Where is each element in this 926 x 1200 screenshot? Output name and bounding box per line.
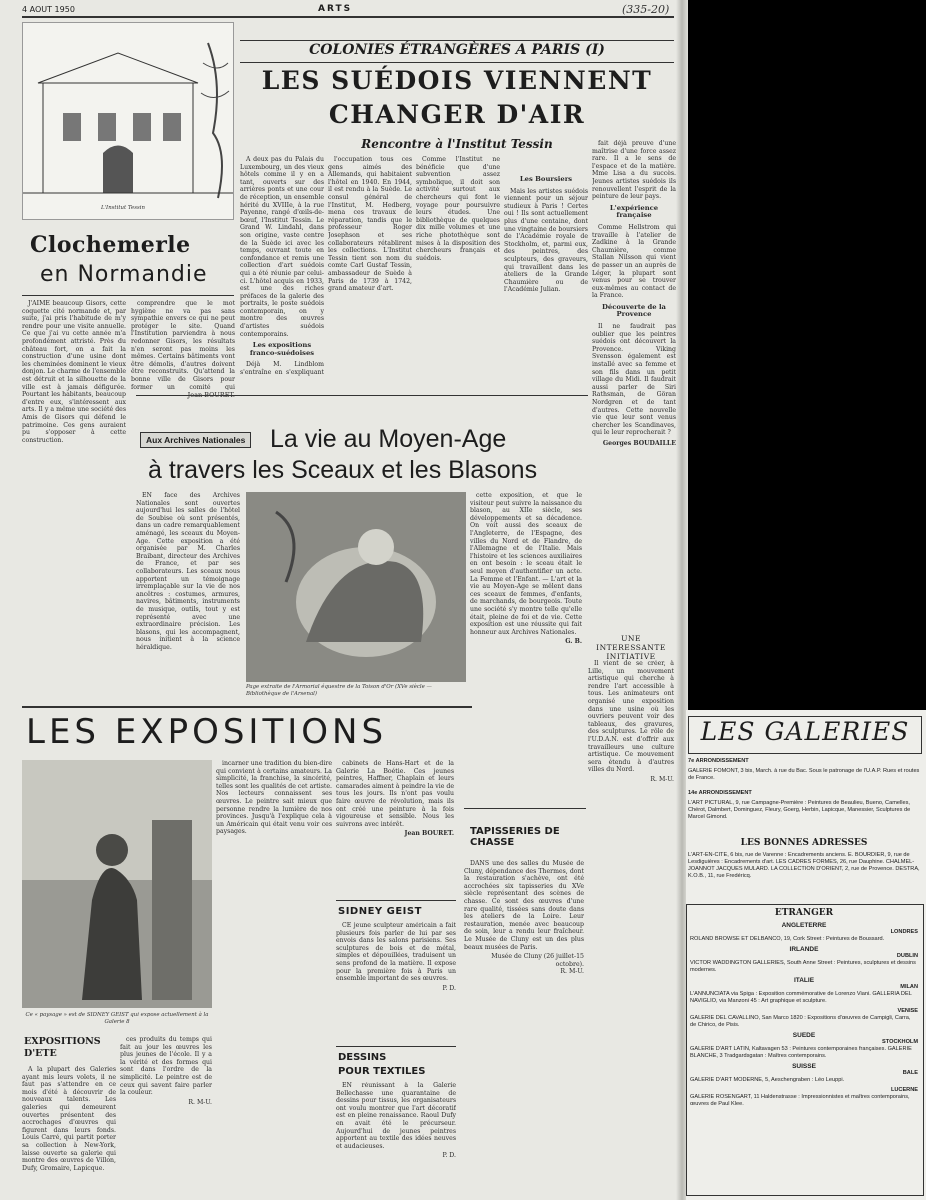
tapisseries-title: TAPISSERIES DE CHASSE bbox=[470, 826, 560, 848]
experience-heading: L'expérience française bbox=[609, 203, 659, 220]
colonies-column-2: l'occupation tous ces gens aimés des Allemands, qui habitaient l'hôtel en 1940. En 1944, il est rendu à la Suède. Le consul général de l'Institut, M. Hedberg, mena ces travaux de réparation, tandis que le professeur Roger Josephson et ses collaborateurs rétablirent les collections. L'Institut Tessin tient son nom du comte Carl Gustaf Tessin, ambassadeur de Suède à Paris de 1739 à 1742, grand amateur d'art. bbox=[328, 156, 412, 293]
photo-caption: L'Institut Tessin bbox=[101, 205, 145, 211]
initiative-text: Il vient de se créer, à Lille, un mouvement artistique qui cherche à rendre l'art accessible à tous. Les animateurs ont organisé une exposition dans une usine où les ouvriers peuvent voir des tableaux, des gravures, des sculptures. Le rôle de l'U.D.A.N. est d'offrir aux travailleurs une culture artistique. Ce mouvement sera étendu à d'autres villes du Nord. R. M-U. bbox=[588, 660, 674, 783]
geist-photo bbox=[22, 760, 212, 1008]
expositions-ete-subheading: D'ETE bbox=[24, 1048, 57, 1059]
initiative-signature: R. M-U. bbox=[650, 775, 674, 783]
colonies-subtitle: Rencontre à l'Institut Tessin bbox=[361, 137, 553, 151]
city-name: LONDRES bbox=[890, 929, 918, 935]
country-name: IRLANDE bbox=[789, 946, 819, 953]
bonnes-adresses-heading: LES BONNES ADRESSES bbox=[740, 838, 868, 848]
colonies-column-1: A deux pas du Palais du Luxembourg, un des vieux hôtels comme il y en a tant, ouverts sur des arrières ponts et une cour de réception, un ensemble hérité du XVIIIe, à la rue Payenne, rangé d'œils-de-bœuf, l'Institut Tessin. Le Grand W. Lindahl, dans son origine, vaste centre de la Suède ici avec les temps, ouvrant toute en confondance et remis une collection d'art suédois qui a été réunie par celui-ci. L'hôtel acquis en 1933, est une des riches préfaces de la galerie des portraits, le poste suédois contemporain, on y montre des œuvres d'artistes suédois contemporains. Les expositions franco-suédoises Déjà M. Lindblom s'entraîne en s'expliquant bbox=[240, 156, 324, 376]
expositions-title: LES EXPOSITIONS bbox=[26, 712, 388, 752]
country-name: ITALIE bbox=[793, 977, 815, 984]
moyenage-kicker: Aux Archives Nationales bbox=[140, 432, 251, 448]
armorial-image bbox=[246, 492, 466, 682]
geist-rule bbox=[336, 900, 456, 901]
colonies-title-line2: CHANGER D'AIR bbox=[328, 100, 586, 129]
city-name: MILAN bbox=[900, 984, 918, 990]
country-entry bbox=[690, 922, 918, 943]
country-entry bbox=[690, 946, 918, 974]
handwritten-note: (335-20) bbox=[622, 3, 670, 16]
country-entry bbox=[690, 1008, 918, 1029]
tapisseries-rule bbox=[464, 808, 586, 809]
moyenage-title-line1: La vie au Moyen-Age bbox=[270, 425, 507, 453]
kicker-rule-bottom bbox=[240, 62, 674, 63]
arr7-text: GALERIE FOMONT, 3 bis, March. à rue du Bac. Sous le patronage de l'U.A.P. Rues et routes de France. bbox=[688, 768, 920, 781]
divider bbox=[22, 295, 234, 296]
institut-tessin-drawing bbox=[22, 22, 234, 220]
colonies-column-3: Comme l'Institut ne bénéficie que d'une subvention assez symbolique, il doit son activité surtout aux chercheurs qui font le voyage pour poursuivre leurs études. Une bibliothèque de quelques dix mille volumes et une riche photothèque sont mises à la disposition des chercheurs français et suédois. bbox=[416, 156, 500, 262]
country-entry bbox=[690, 1087, 918, 1108]
sculpture-photo-illustration bbox=[22, 760, 212, 1008]
galeries-title: LES GALERIES bbox=[688, 716, 922, 754]
clochemerle-subtitle: en Normandie bbox=[40, 262, 208, 287]
gallery-entry: GALERIE ROSENGART, 11 Haldenstrasse : Impressionnistes et maîtres contemporains, œuvres de Paul Klee. bbox=[690, 1094, 910, 1107]
geist-photo-caption: Ce « paysage » est de SIDNEY GEIST qui expose actuellement à la Galerie 8 bbox=[25, 1012, 209, 1025]
city-name: LUCERNE bbox=[890, 1087, 918, 1093]
city-name: BALE bbox=[902, 1070, 918, 1076]
clochemerle-column-2: comprendre que le mot hygiène ne va pas sans sympathie envers ce qui ne peut protéger le site. Quand l'Institution parviendra à nous redonner Gisors, les résultats n'en seront pas moins les mêmes. Certains bâtiments vont être démolis, d'autres doivent être reconstruits. Qu'attend la bonne ville de Gisors pour former un comité qui bbox=[131, 300, 235, 390]
expositions-column-1: A la plupart des Galeries ayant mis leurs volets, il ne faut pas s'attendre en ce mois d'été à découvrir de nouveaux talents. Les galeries qui demeurent ouvertes présentent des accrochages d'œuvres qui figurent dans leurs fonds. Louis Carré, qui partit porter sa collection à New-York, laisse ouverte sa galerie qui montre des œuvres de Villon, Dufy, Gromaire, Lapicque. bbox=[22, 1066, 116, 1172]
section-name: ARTS bbox=[318, 4, 353, 14]
arr14-text: L'ART PICTURAL, 9, rue Campagne-Première : Peintures de Beaulieu, Bueno, Camelles, Chérot, Dalmbert, Dominguez, Fleury, Goerg, Herbin, Lapicque, Manessier, Sculptures de Marcel Gimond. bbox=[688, 800, 911, 820]
expositions-column-1b: ces produits du temps qui fait au jour les œuvres les plus jeunes de l'école. Il y a la vérité et des formes qui sont dans l'ordre de la simplicité. Le peintre est de ceux qui savent faire parler la couleur. R. M-U. bbox=[120, 1036, 212, 1106]
clochemerle-title: Clochemerle bbox=[30, 232, 191, 258]
bonnes-adresses-text: L'ART-EN-CITÉ, 6 bis, rue de Varenne : Encadrements anciens. E. BOURDIER, 9, rue de Lesdiguières : Encadrements d'art. LES CADRES FORMES, 26, rue Dauphine. CHALMEL-JOANNOT JACQUES MULARD. LA COLLECTION D'ORIENT, 2, rue de Provence. DESTRA, K.O.B., 11, rue Fredéricq. bbox=[688, 852, 920, 879]
textiles-rule bbox=[336, 1046, 456, 1047]
moyenage-title-line2: à travers les Sceaux et les Blasons bbox=[148, 456, 538, 484]
armorial-caption: Page extraite de l'Armorial équestre de la Toison d'Or (XVe siècle — Bibliothèque de l'Arsenal) bbox=[246, 684, 432, 697]
colonies-column-5: fait déjà preuve d'une maîtrise d'une force assez rare. Il a le sens de l'espace et de la matière. Mme Lisa a du succès. Jeunes artistes suédois ils renouvellent l'esprit de la peinture de leur pays. L'expérience française Comme Hellstrom qui travaille à l'atelier de Zadkine à la Grande Chaumière, comme Stallan Nilsson qui vient de passer un an auprès de Léger, la plupart sont venus pour se trouver eux-mêmes au contact de la France. Découverte de la Provence Il ne faudrait pas oublier que les peintres suédois ont découvert la Provence. Viking Svensson également est installé avec sa femme et son fils dans un petit village du Midi. Il faudrait aussi parler de Siri Rathsman, de Göran Nordgren et de tant d'autres. Cette nouvelle vie que leur sont venus chercher les Scandinaves, qui le leur reprocherait ? Georges BOUDAILLE bbox=[592, 140, 676, 447]
knight-illustration bbox=[246, 492, 466, 682]
expositions-column-2: incarner une tradition du bien-dire qui convient à certains amateurs. La simplicité, la franchise, la sincérité, telles sont les qualités de cet artiste. Nos lecteurs connaissent ses œuvres. Le peintre sait mieux que personne rendre la lumière de nos provinces. Jusqu'à l'explique cela à un Américain qui était venu voir ces paysages. bbox=[216, 760, 332, 836]
gallery-entry: GALERIE D'ART MODERNE, 5, Aeschengraben : Léo Leuppi. bbox=[690, 1077, 845, 1083]
provence-heading: Découverte de la Provence bbox=[602, 302, 666, 319]
arr14-heading: 14e ARRONDISSEMENT bbox=[688, 790, 752, 796]
moyenage-column-1: EN face des Archives Nationales sont ouvertes aujourd'hui les salles de l'hôtel de Soubise où sont présentés, dans un cadre remarquablement aménagé, les sceaux du Moyen-Age. Cette exposition a été organisée par M. Charles Braibant, directeur des Archives de France, et par ses collaborateurs. Les sceaux nous apportent un témoignage irremplaçable sur la vie de nos ancêtres : costumes, armures, navires, bâtiments, instruments de musique, outils, tout y est représenté avec une extraordinaire précision. Les blasons, qui les accompagnent, nous initient à la science héraldique. bbox=[136, 492, 240, 651]
expositions-column-3: cabinets de Hans-Hart et de la Galerie La Boétie. Ces jeunes peintres, Haffner, Chaplain et leurs camarades aiment à peindre la vie de tous les jours. Ils n'ont pas voulu faire œuvre de révolution, mais ils ont créé une peinture à la fois vigoureuse et sensible. Nous les suivrons avec intérêt. Jean BOURET. bbox=[336, 760, 454, 838]
expositions-rule bbox=[22, 706, 472, 708]
moyenage-signature: G. B. bbox=[565, 638, 582, 646]
expositions-col4-signature: R. M-U. bbox=[188, 1098, 212, 1106]
moyenage-rule bbox=[136, 395, 588, 396]
colonies-kicker: COLONIES ÉTRANGÈRES A PARIS (I) bbox=[309, 42, 605, 58]
gallery-entry: GALERIE D'ART LATIN, Kaltavagen 53 : Peintures contemporaines françaises. GALERIE BLANCHE, 3 Tradgardsgatan : Maîtres contemporains. bbox=[690, 1046, 912, 1059]
gallery-entry: GALERIE DEL CAVALLINO, San Marco 1820 : Expositions d'œuvres de Campigli, Carra, de Chirico, de Pisis. bbox=[690, 1015, 911, 1028]
country-name: ANGLETERRE bbox=[781, 922, 827, 929]
country-list bbox=[690, 922, 918, 1108]
tapisseries-text: DANS une des salles du Musée de Cluny, dépendance des Thermes, dont la restauration s'achève, ont été accrochées six tapisseries du XVe siècle représentant des scènes de chasse. Ce sont des œuvres d'une rare qualité, tissées sans doute dans les ateliers de la Loire. Leur restauration, menée avec beaucoup de soin, leur a rendu leur fraîcheur. Le Musée de Cluny est un des plus beaux musées de Paris. Musée de Cluny (26 juillet-15 octobre). R. M-U. bbox=[464, 860, 584, 976]
expositions-signature: Jean BOURET. bbox=[404, 830, 454, 838]
country-entry bbox=[690, 1032, 918, 1060]
city-name: STOCKHOLM bbox=[882, 1039, 918, 1045]
textiles-title-line1: DESSINS bbox=[338, 1052, 387, 1063]
city-name: DUBLIN bbox=[896, 953, 918, 959]
gallery-entry: ROLAND BROWSE ET DELBANCO, 19, Cork Street : Peintures de Boussard. bbox=[690, 936, 885, 942]
geist-text: CE jeune sculpteur américain a fait plusieurs fois parler de lui par ses envois dans les salons parisiens. Ses sculptures de bois et de métal, simples et dépouillées, traduisent un sens profond de la matière. Il expose pour la première fois à Paris un ensemble important de ses œuvres. P. D. bbox=[336, 922, 456, 992]
building-illustration bbox=[23, 23, 233, 219]
textiles-text: EN réunissant à la Galerie Bellechasse une quarantaine de dessins pour tissus, les organisateurs ont voulu montrer que l'art décoratif est en pleine renaissance. Raoul Dufy en avait été le précurseur. Aujourd'hui de jeunes peintres apportent au textile des idées neuves et audacieuses. P. D. bbox=[336, 1082, 456, 1160]
textiles-title-line2: POUR TEXTILES bbox=[338, 1066, 426, 1077]
colonies-title-line1: LES SUÉDOIS VIENNENT bbox=[261, 66, 653, 95]
moyenage-column-3: cette exposition, et que le visiteur peut suivre la naissance du blason, au XIIe siècle, ses développements et sa décadence. On voit aussi des sceaux de l'Angleterre, de l'Espagne, des villes du Nord et de Flandre, de l'Allemagne et de l'Italie. Mais l'histoire et les sciences auxiliaires en ont besoin : le sceau était le seul moyen d'authentifier un acte. La Femme et l'Enfant. — L'art et la vie au Moyen-Age se mêlent dans ces sceaux de femmes, d'enfants, de marchands, de bourgeois. Toute une société s'y montre telle qu'elle était, pleine de foi et de vie. Cette exposition est une réussite qui fait honneur aux Archives Nationales. G. B. bbox=[470, 492, 582, 646]
expositions-ete-heading: EXPOSITIONS bbox=[24, 1036, 101, 1047]
clochemerle-column-1: J'AIME beaucoup Gisors, cette coquette cité normande et, par suite, j'ai pris l'habitude de m'y rendre pour une visite annuelle. Ce que j'ai vu cette année m'a profondément attristé. Près du château fort, on a fait la construction d'une usine dont les cheminées dominent le vieux donjon. Le charme de l'ensemble est détruit et la silhouette de la ville est à jamais défigurée. Pourtant les habitants, beaucoup d'entre eux, s'intéressent aux arts. Il y a même une société des Amis de Gisors qui défend le patrimoine. Ces gens auraient pu s'opposer à cette construction. bbox=[22, 300, 126, 444]
boursiers-heading: Les Boursiers bbox=[519, 175, 573, 183]
tapisseries-footer: Musée de Cluny (26 juillet-15 octobre). bbox=[491, 953, 584, 968]
issue-date: 4 AOUT 1950 bbox=[22, 5, 75, 14]
colonies-col1-heading: Les expositions franco-suédoises bbox=[249, 341, 315, 357]
colonies-signature: Georges BOUDAILLE bbox=[602, 439, 676, 447]
country-entry bbox=[690, 977, 918, 1005]
arr7-heading: 7e ARRONDISSEMENT bbox=[688, 758, 749, 764]
country-entry bbox=[690, 1063, 918, 1084]
gallery-entry: L'ANNUNCIATA via Spiga : Exposition commémorative de Lorenzo Viani. GALLERIA DEL NAVIGLIO, via Manzoni 45 : Art graphique et sculpture. bbox=[690, 991, 912, 1004]
textiles-signature: P. D. bbox=[442, 1152, 456, 1160]
geist-title: SIDNEY GEIST bbox=[338, 906, 422, 917]
etranger-heading: ETRANGER bbox=[774, 908, 834, 918]
kicker-rule-top bbox=[240, 40, 674, 41]
tapisseries-signature: R. M-U. bbox=[560, 968, 584, 976]
city-name: VENISE bbox=[897, 1008, 918, 1014]
geist-signature: P. D. bbox=[442, 984, 456, 992]
colonies-column-4: Les Boursiers Mais les artistes suédois viennent pour un séjour studieux à Paris ! Certes oui ! Ils sont actuellement plus d'une centaine, dont une vingtaine de boursiers de l'Académie royale de Stockholm, et, parmi eux, des peintres, des sculpteurs, des graveurs, qui travaillent dans les ateliers de la Grande Chaumière ou de l'Académie Julian. bbox=[504, 175, 588, 294]
gallery-entry: VICTOR WADDINGTON GALLERIES, South Anne Street : Peintures, sculptures et dessins modernes. bbox=[690, 960, 916, 973]
country-name: SUEDE bbox=[792, 1032, 816, 1039]
country-name: SUISSE bbox=[792, 1063, 816, 1070]
initiative-title: UNE INTERESSANTE INITIATIVE bbox=[596, 634, 666, 661]
header-rule bbox=[22, 16, 674, 18]
